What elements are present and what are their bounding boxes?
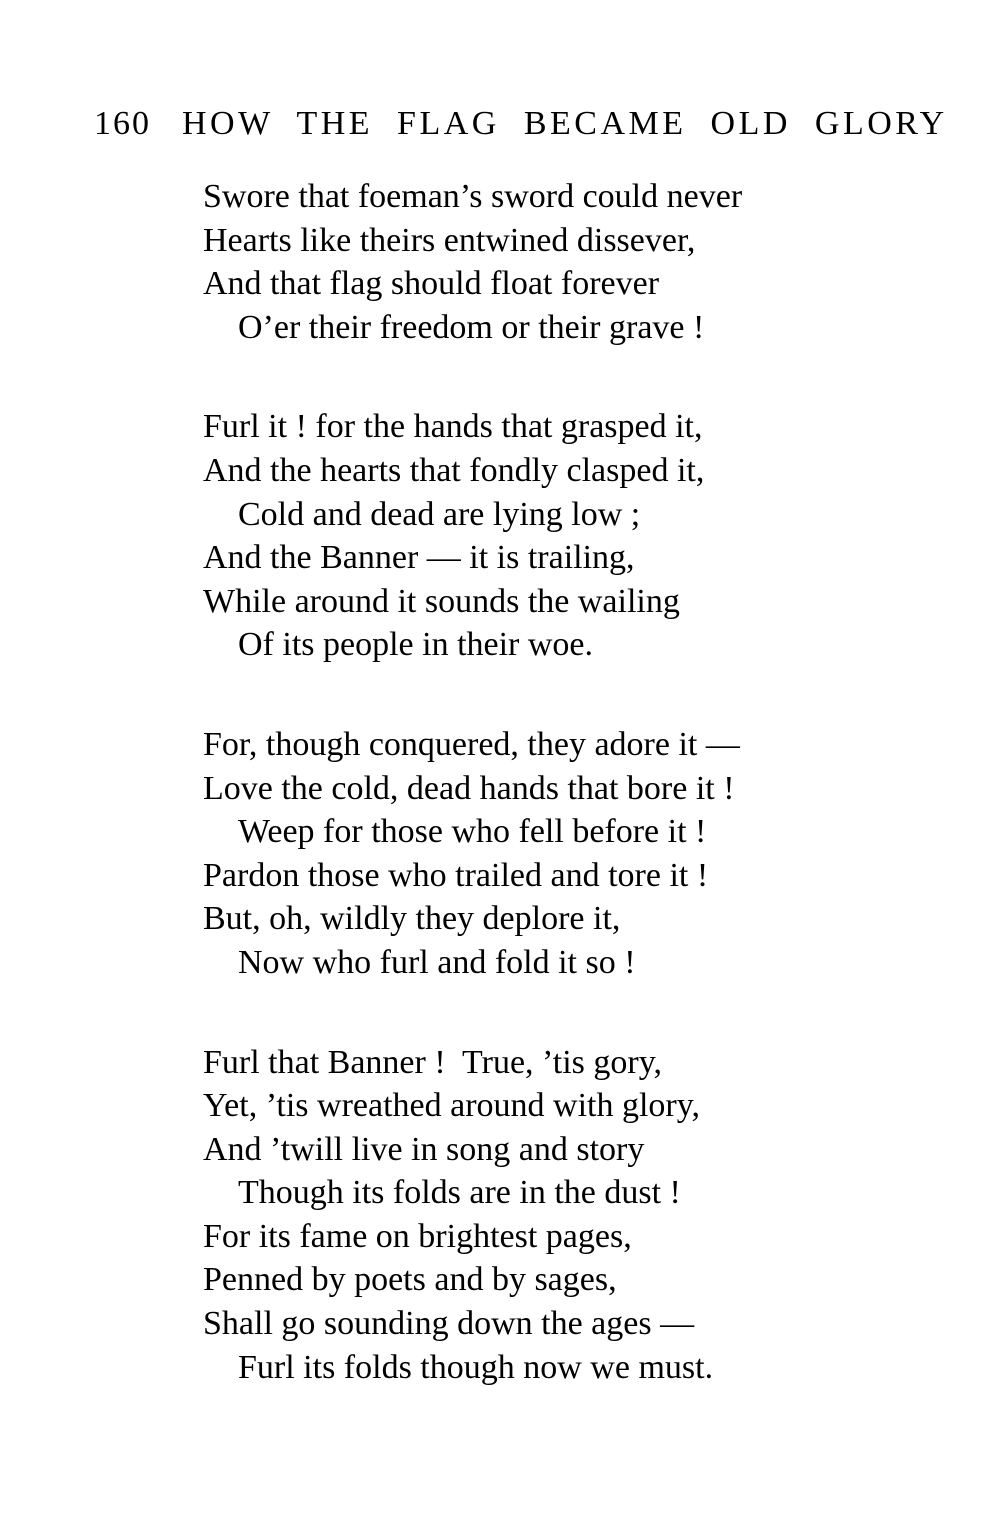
poem-line: Furl its folds though now we must. (238, 1348, 714, 1386)
poem-line: Weep for those who fell before it ! (238, 813, 707, 851)
poem-line: Penned by poets and by sages, (203, 1261, 617, 1299)
poem-line: For, though conquered, they adore it — (203, 725, 740, 763)
stanza (203, 175, 742, 349)
poem-line: And the Banner — it is trailing, (203, 539, 635, 577)
poem-line: Furl it ! for the hands that grasped it, (203, 408, 703, 446)
running-header (0, 104, 1000, 146)
poem-line: And that flag should float forever (203, 265, 660, 303)
poem-line: Now who furl and fold it so ! (238, 943, 636, 981)
page-number: 160 (94, 105, 151, 142)
poem-line: Swore that foeman’s sword could never (203, 178, 743, 215)
poem-line: Furl that Banner ! True, ’tis gory, (203, 1043, 662, 1081)
stanza (203, 723, 742, 985)
poem-line: And the hearts that fondly clasped it, (203, 451, 705, 489)
poem-line: Cold and dead are lying low ; (238, 495, 641, 533)
poem-line: Though its folds are in the dust ! (238, 1174, 681, 1212)
poem-line: Shall go sounding down the ages — (203, 1305, 695, 1343)
poem-line: And ’twill live in song and story (203, 1130, 645, 1168)
header-title: HOW THE FLAG BECAME OLD GLORY (182, 105, 948, 142)
poem-line: While around it sounds the wailing (203, 582, 680, 620)
poem-line: But, oh, wildly they deplore it, (203, 900, 621, 938)
poem-line: Yet, ’tis wreathed around with glory, (203, 1087, 701, 1125)
poem-line: Pardon those who trailed and tore it ! (203, 856, 709, 894)
stanza (203, 405, 742, 667)
poem-line: O’er their freedom or their grave ! (238, 308, 705, 346)
poem-line: Love the cold, dead hands that bore it ! (203, 769, 735, 807)
poem-line: For its fame on brightest pages, (203, 1217, 632, 1255)
poem-line: Of its people in their woe. (238, 626, 594, 664)
poem (203, 175, 742, 1389)
stanza (203, 1041, 742, 1390)
poem-line: Hearts like theirs entwined dissever, (203, 221, 696, 259)
